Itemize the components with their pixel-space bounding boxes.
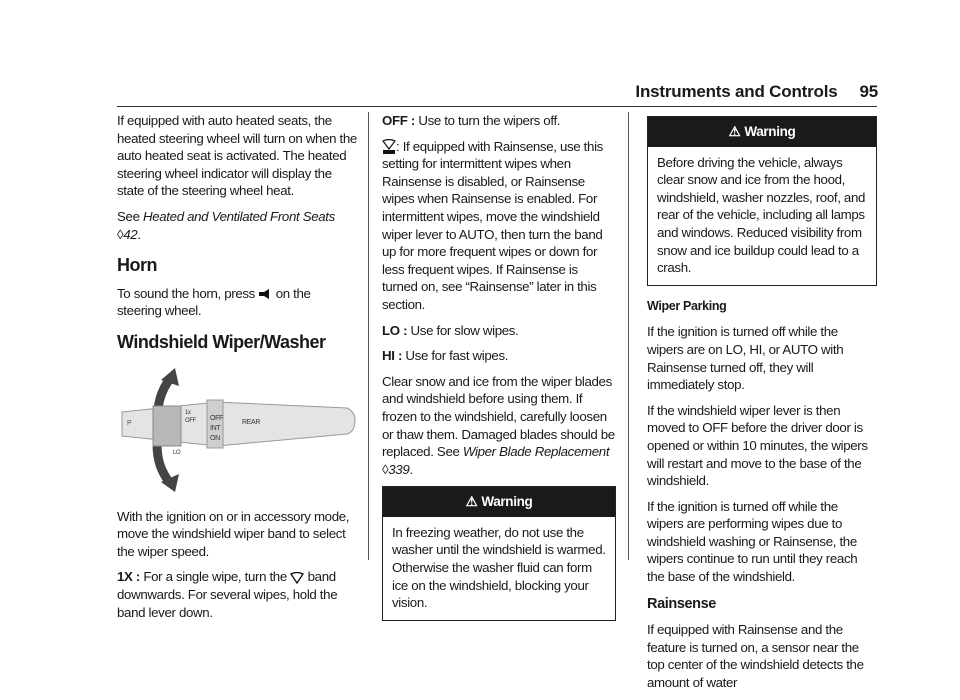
horn-heading: Horn (117, 255, 157, 276)
paragraph-heated-wheel: If equipped with auto heated seats, the heated steering wheel will turn on when the auto heated seat is activated. The heated steering wheel indicator will display the state of the steering wheel heat. (117, 113, 357, 199)
illus-rear-label: REAR (242, 418, 261, 426)
auto-wiper-icon (382, 139, 396, 155)
cross-ref-link[interactable]: Wiper Blade Replacement (462, 444, 610, 460)
paragraph-off: OFF : Use to turn the wipers off. (382, 113, 561, 128)
illus-off-small: OFF (185, 417, 196, 424)
illus-int-label: INT (210, 424, 221, 432)
cross-ref-link[interactable]: Heated and Ventilated Front Seats (142, 208, 335, 224)
wiper-lever-illustration (117, 362, 357, 492)
see-reference-heated-seats: See Heated and Ventilated Front Seats ◊42. (117, 208, 335, 242)
illus-off-label: OFF (210, 414, 223, 422)
warning-body: Before driving the vehicle, always clear snow and ice from the hood, windshield, washer nozzles, roof, and rear of the vehicle, including all lamps and windows. Reduced visibility from snow and ice buildup could lead to a crash. (657, 154, 866, 276)
header-rule (117, 106, 877, 107)
warning-triangle-icon: ⚠ (465, 494, 478, 510)
paragraph-clear-snow: Clear snow and ice from the wiper blades and windshield before using them. If frozen to the windshield, carefully loosen or thaw them. Damaged blades should be replaced. See Wiper Blade Replacement ◊339. (382, 373, 615, 477)
page-header (635, 82, 878, 102)
paragraph-hi: HI : Use for fast wipes. (382, 348, 509, 364)
illus-on-label: ON (210, 434, 220, 442)
paragraph-parking-2: If the windshield wiper lever is then moved to OFF before the driver door is opened or within 10 minutes, the wipers will restart and move to the base of the windshield. (647, 402, 868, 489)
column-1 (117, 112, 357, 629)
illus-1x-label: 1x (185, 409, 191, 416)
paragraph-parking-3: If the ignition is turned off while the wipers are performing wipes due to windshield washing or Rainsense, the wipers continue to run until they reach the base of the windshield. (647, 498, 858, 585)
wiper-icon (290, 572, 304, 584)
paragraph-1x: 1X : For a single wipe, turn the band downwards. For several wipes, hold the band lever down. (117, 569, 338, 620)
paragraph-horn: To sound the horn, press on the steering wheel. (117, 285, 311, 319)
column-2 (382, 112, 616, 633)
warning-header: ⚠ Warning (648, 117, 876, 147)
warning-header: ⚠ Warning (383, 487, 615, 517)
illus-lo-label: LO (173, 449, 181, 456)
warning-triangle-icon: ⚠ (728, 124, 741, 139)
rainsense-heading: Rainsense (647, 595, 716, 612)
horn-icon (258, 288, 272, 300)
paragraph-parking-1: If the ignition is turned off while the wipers are on LO, HI, or AUTO with Rainsense turned off, they will immediately stop. (647, 324, 844, 393)
wiper-heading: Windshield Wiper/Washer (117, 331, 326, 352)
paragraph-rainsense: If equipped with Rainsense and the feature is turned on, a sensor near the top center of the windshield detects the amount of water (647, 622, 864, 691)
warning-box-freezing (382, 486, 616, 621)
column-divider-1 (368, 112, 369, 560)
header-title: Instruments and Controls (635, 82, 838, 101)
paragraph-lo: LO : Use for slow wipes. (382, 322, 519, 338)
paragraph-ignition: With the ignition on or in accessory mode, move the windshield wiper band to select the wiper speed. (117, 508, 350, 559)
column-divider-2 (628, 112, 629, 560)
warning-box-snow (647, 116, 877, 286)
column-3 (647, 112, 877, 700)
illus-washer-label: P (127, 419, 132, 427)
paragraph-auto: : If equipped with Rainsense, use this setting for intermittent wipes when Rainsense is disabled, or Rainsense wipes when Rainsense is enabled. For intermittent wipes, move the windshield wiper lever to AUTO, then turn the band up for more frequent wipes or down for less frequent wipes. If Rainsense is turned on, see “Rainsense” later in this section. (382, 138, 603, 312)
page-number: 95 (859, 82, 878, 101)
wiper-parking-heading: Wiper Parking (647, 298, 727, 313)
page-ref-icon: ◊ (117, 226, 124, 242)
page-ref-icon: ◊ (382, 461, 389, 477)
warning-body: In freezing weather, do not use the washer until the windshield is warmed. Otherwise the washer fluid can form ice on the windshield, blocking your vision. (392, 524, 606, 611)
